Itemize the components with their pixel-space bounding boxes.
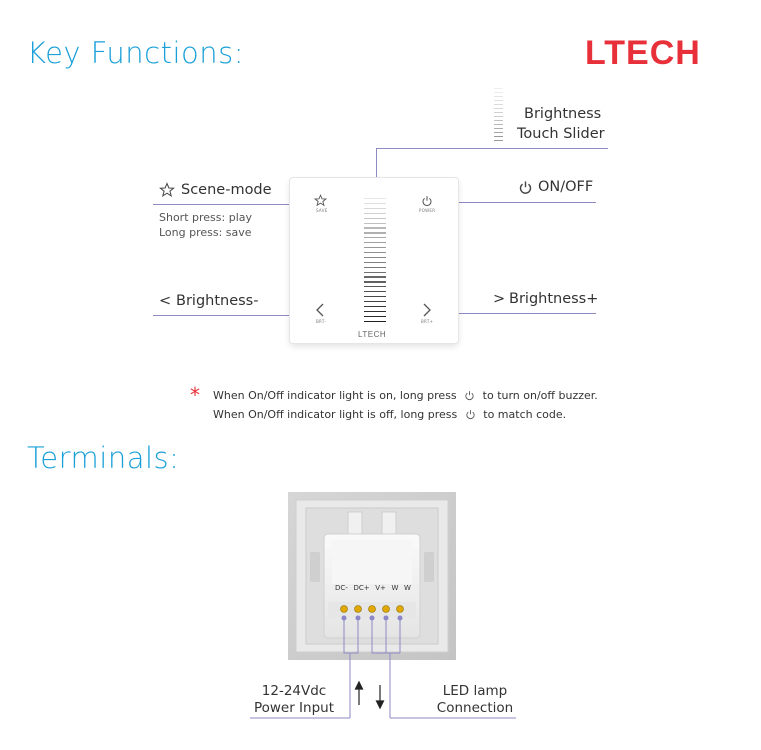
slider-bar [364,227,386,228]
terminal-pin-labels [335,584,411,592]
pin-label: V+ [375,584,386,592]
note-line2-before: When On/Off indicator light is off, long press [213,408,458,421]
slider-bar [364,306,386,307]
touch-panel [290,178,458,343]
slider-bar [364,291,386,292]
slider-bar [364,311,386,312]
brightness-plus-label: Brightness+ [509,291,599,307]
slider-bar [364,247,386,248]
pin-label: W [391,584,399,592]
slider-bar [364,223,386,224]
slider-bar [364,237,386,238]
slider-bar [364,301,386,302]
power-input-line2: Power Input [253,700,335,716]
slider-bar [364,213,386,214]
scene-long-press: Long press: save [159,226,252,239]
asterisk-icon: * [190,383,200,407]
key-functions-heading: Key Functions: [27,36,245,70]
slider-bar [364,242,386,243]
slider-bar [364,232,386,233]
slider-leader-h [376,148,608,149]
led-lamp-label [425,683,525,717]
power-input-line1: 12-24Vdc [261,683,327,699]
panel-star-icon [314,192,327,205]
slider-bar [364,321,386,322]
brightness-plus-leader [448,313,596,314]
slider-bar [364,276,386,277]
slider-bar [364,203,386,204]
slider-label-line1: Brightness [524,106,602,122]
slider-icon [494,88,503,144]
onoff-label: ON/OFF [538,179,594,195]
panel-power-caption: POWER [419,208,436,213]
ltech-logo: LTECH [585,34,701,72]
onoff-leader [448,202,596,203]
brightness-plus-arrow: > [493,291,506,307]
slider-bar [364,286,386,287]
slider-label-line2: Touch Slider [517,126,605,142]
note-line2 [213,408,566,423]
panel-save-caption: SAVE [316,208,328,213]
pin-label: W [404,584,411,592]
power-icon [518,180,533,195]
slider-bar [364,198,386,199]
scene-leader [153,204,301,205]
note-line1-before: When On/Off indicator light is on, long press [213,389,457,402]
slider-bar [364,208,386,209]
slider-bar [364,262,386,263]
scene-short-press: Short press: play [159,211,253,224]
note-line1 [213,389,598,404]
terminals-heading: Terminals: [27,441,180,475]
slider-bar [364,272,386,273]
power-input-label [246,683,342,717]
note-line1-after: to turn on/off buzzer. [482,389,598,402]
note-line2-after: to match code. [483,408,567,421]
pin-label: DC- [335,584,348,592]
slider-bar [364,281,386,282]
pin-label: DC+ [353,584,370,592]
slider-bar [364,218,386,219]
panel-power-icon [421,192,433,204]
note-power-icon [465,409,476,423]
note-power-icon [464,390,475,404]
star-icon [159,182,175,198]
slider-bar [364,252,386,253]
brightness-minus-leader [153,315,301,316]
slider-bar [364,316,386,317]
panel-bright-plus-caption: BRT+ [421,319,434,324]
brightness-minus-arrow: < [159,293,172,309]
slider-bar [364,296,386,297]
panel-brand: LTECH [358,330,387,339]
slider-bar [364,267,386,268]
panel-bright-minus-caption: BRT- [316,319,326,324]
brightness-minus-label: Brightness- [176,293,259,309]
led-lamp-line1: LED lamp [442,683,508,699]
scene-mode-label: Scene-mode [181,182,272,198]
led-lamp-line2: Connection [436,700,514,716]
panel-touch-slider [364,198,386,326]
panel-left-chevron-icon [315,302,325,316]
slider-bar [364,257,386,258]
panel-right-chevron-icon [422,302,432,316]
